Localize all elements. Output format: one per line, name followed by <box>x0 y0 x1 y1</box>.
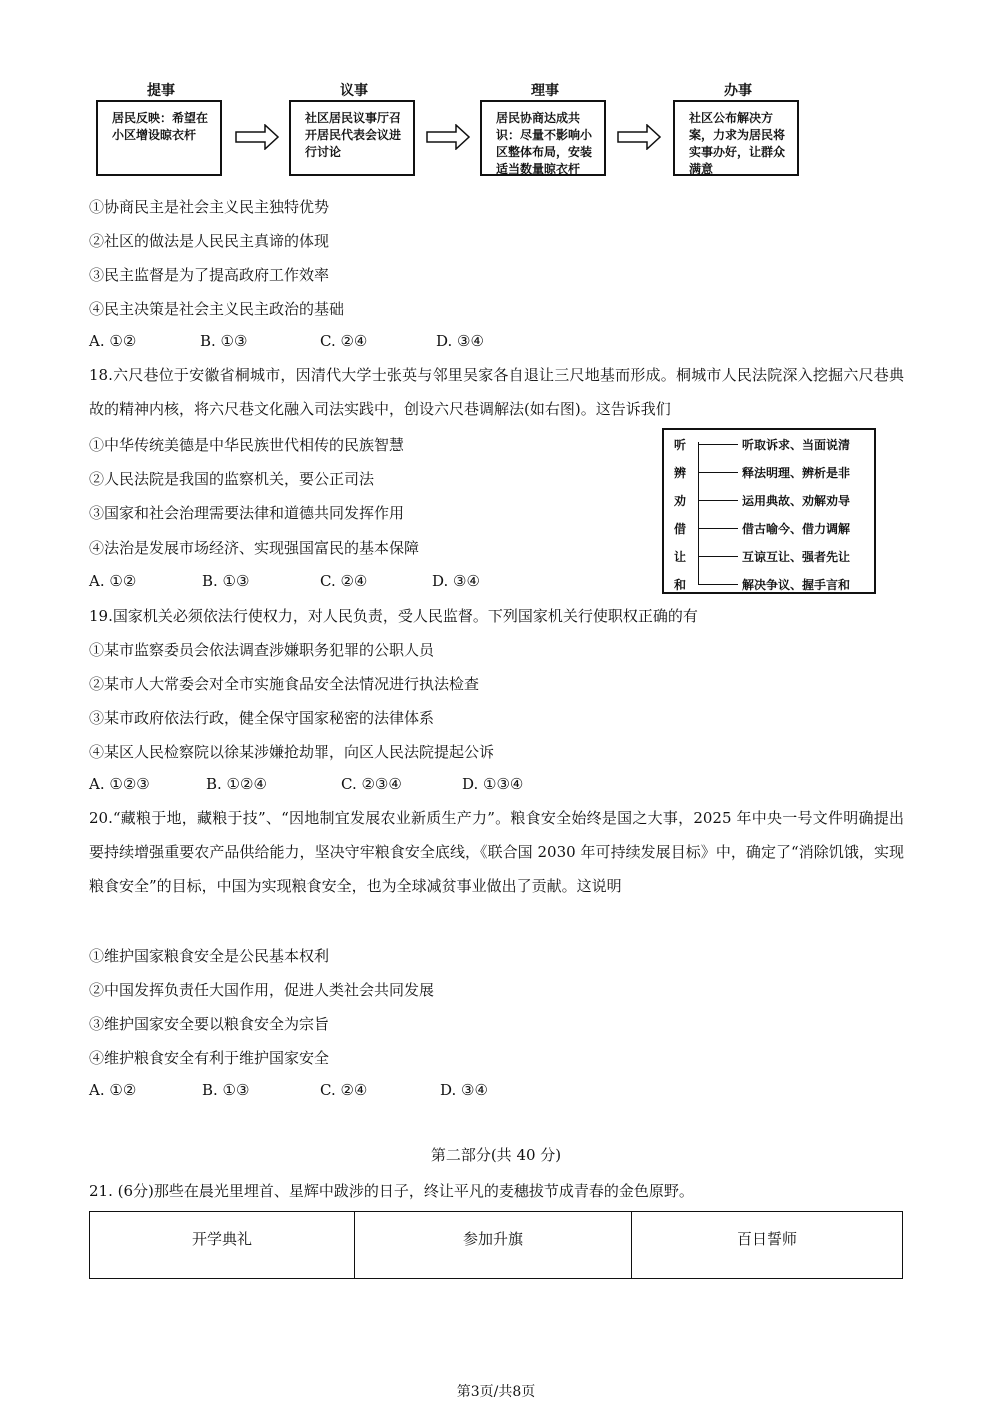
option-c: C. ②④ <box>320 1081 368 1099</box>
diagram-row <box>664 518 874 538</box>
option-a: A. ①② <box>89 1081 137 1099</box>
q19-stem: 19.国家机关必须依法行使权力，对人民负责，受人民监督。下列国家机关行使职权正确的有 <box>89 607 698 625</box>
right-arrow-icon <box>617 124 661 150</box>
process-flow-diagram <box>96 80 806 180</box>
option-d: D. ③④ <box>440 1081 488 1099</box>
option-c: C. ②④ <box>320 572 368 590</box>
q18-stem: 18.六尺巷位于安徽省桐城市，因清代大学士张英与邻里吴家各自退让三尺地基而形成。桐城市人民法院深入挖掘六尺巷典故的精神内核，将六尺巷文化融入司法实践中，创设六尺巷调解法(如右图)。这告诉我们 <box>89 366 904 418</box>
diagram-char: 让 <box>673 550 686 564</box>
option-b: B. ①③ <box>202 1081 250 1099</box>
option-a: A. ①②③ <box>89 775 150 793</box>
q20-options <box>89 1081 488 1099</box>
option-d: D. ③④ <box>436 332 484 350</box>
q19-options <box>89 775 523 793</box>
flow-step-box: 社区居民议事厅召开居民代表会议进行讨论 <box>289 100 415 176</box>
right-arrow-icon <box>426 124 470 150</box>
q18-options <box>89 572 480 590</box>
option-d: D. ③④ <box>432 572 480 590</box>
page-number: 第3页/共8页 <box>456 1384 536 1400</box>
diagram-row <box>664 546 874 566</box>
diagram-connector <box>698 584 738 585</box>
diagram-row <box>664 490 874 510</box>
flow-step-box: 居民反映：希望在小区增设晾衣杆 <box>96 100 222 176</box>
flow-step-title: 提事 <box>147 83 175 99</box>
diagram-char: 借 <box>673 522 686 536</box>
table-cell: 百日誓师 <box>632 1212 903 1279</box>
diagram-connector <box>698 500 738 501</box>
table-cell: 开学典礼 <box>90 1212 355 1279</box>
flow-step-box: 居民协商达成共识：尽量不影响小区整体布局，安装适当数量晾衣杆 <box>480 100 606 176</box>
flow-step-title: 办事 <box>724 83 752 99</box>
q19-item-3: ③某市政府依法行政，健全保守国家秘密的法律体系 <box>89 709 435 727</box>
q19-item-4: ④某区人民检察院以徐某涉嫌抢劫罪，向区人民法院提起公诉 <box>89 743 495 761</box>
mediation-method-diagram <box>662 428 876 594</box>
diagram-char: 辨 <box>673 466 686 480</box>
table-cell: 参加升旗 <box>355 1212 632 1279</box>
diagram-connector <box>698 528 738 529</box>
q17-item-1: ①协商民主是社会主义民主独特优势 <box>89 198 330 216</box>
option-b: B. ①③ <box>202 572 250 590</box>
option-c: C. ②③④ <box>341 775 402 793</box>
diagram-phrase: 运用典故、劝解劝导 <box>742 494 851 508</box>
q20-item-2: ②中国发挥负责任大国作用，促进人类社会共同发展 <box>89 981 435 999</box>
diagram-char: 听 <box>673 438 686 452</box>
table-row <box>90 1212 903 1279</box>
q17-item-3: ③民主监督是为了提高政府工作效率 <box>89 266 330 284</box>
right-arrow-icon <box>235 124 279 150</box>
option-b: B. ①③ <box>200 332 248 350</box>
diagram-phrase: 释法明理、辨析是非 <box>742 466 851 480</box>
option-a: A. ①② <box>89 332 137 350</box>
diagram-phrase: 解决争议、握手言和 <box>742 578 851 592</box>
flow-step-box: 社区公布解决方案，力求为居民将实事办好，让群众满意 <box>673 100 799 176</box>
diagram-row <box>664 574 874 594</box>
q20-item-4: ④维护粮食安全有利于维护国家安全 <box>89 1049 330 1067</box>
q17-options <box>89 332 484 350</box>
q18-item-3: ③国家和社会治理需要法律和道德共同发挥作用 <box>89 504 405 522</box>
flow-step-title: 理事 <box>531 83 559 99</box>
flow-step-title: 议事 <box>340 83 368 99</box>
q20-item-1: ①维护国家粮食安全是公民基本权利 <box>89 947 330 965</box>
option-d: D. ①③④ <box>462 775 524 793</box>
q18-item-4: ④法治是发展市场经济、实现强国富民的基本保障 <box>89 539 420 557</box>
diagram-connector <box>698 444 738 445</box>
diagram-row <box>664 462 874 482</box>
diagram-phrase: 听取诉求、当面说清 <box>742 438 851 452</box>
diagram-phrase: 借古喻今、借力调解 <box>742 522 851 536</box>
q20-stem: 20.“藏粮于地，藏粮于技”、“因地制宜发展农业新质生产力”。粮食安全始终是国之大事，2025 年中央一号文件明确提出要持续增强重要农产品供给能力，坚决守牢粮食安全底线，《联合国 2030 年可持续发展目标》中，确定了“消除饥饿，实现粮食安全”的目标，中国为实现粮食安全，也为全球减贫事业做出了贡献。这说明 <box>89 809 904 895</box>
q17-item-4: ④民主决策是社会主义民主政治的基础 <box>89 300 345 318</box>
option-a: A. ①② <box>89 572 137 590</box>
diagram-char: 和 <box>673 578 686 592</box>
diagram-row <box>664 434 874 454</box>
q17-item-2: ②社区的做法是人民民主真谛的体现 <box>89 232 330 250</box>
q19-item-1: ①某市监察委员会依法调查涉嫌职务犯罪的公职人员 <box>89 641 435 659</box>
diagram-char: 劝 <box>673 494 686 508</box>
q19-item-2: ②某市人大常委会对全市实施食品安全法情况进行执法检查 <box>89 675 480 693</box>
section-title: 第二部分(共 40 分) <box>430 1146 562 1164</box>
q21-stem: 21. (6分)那些在晨光里埋首、星辉中跋涉的日子，终让平凡的麦穗拔节成青春的金色原野。 <box>89 1182 694 1200</box>
option-b: B. ①②④ <box>206 775 267 793</box>
diagram-phrase: 互谅互让、强者先让 <box>742 550 851 564</box>
q18-item-2: ②人民法院是我国的监察机关，要公正司法 <box>89 470 375 488</box>
q21-table <box>89 1211 903 1279</box>
diagram-connector <box>698 472 738 473</box>
diagram-connector <box>698 556 738 557</box>
q18-item-1: ①中华传统美德是中华民族世代相传的民族智慧 <box>89 436 405 454</box>
option-c: C. ②④ <box>320 332 368 350</box>
q20-item-3: ③维护国家安全要以粮食安全为宗旨 <box>89 1015 330 1033</box>
